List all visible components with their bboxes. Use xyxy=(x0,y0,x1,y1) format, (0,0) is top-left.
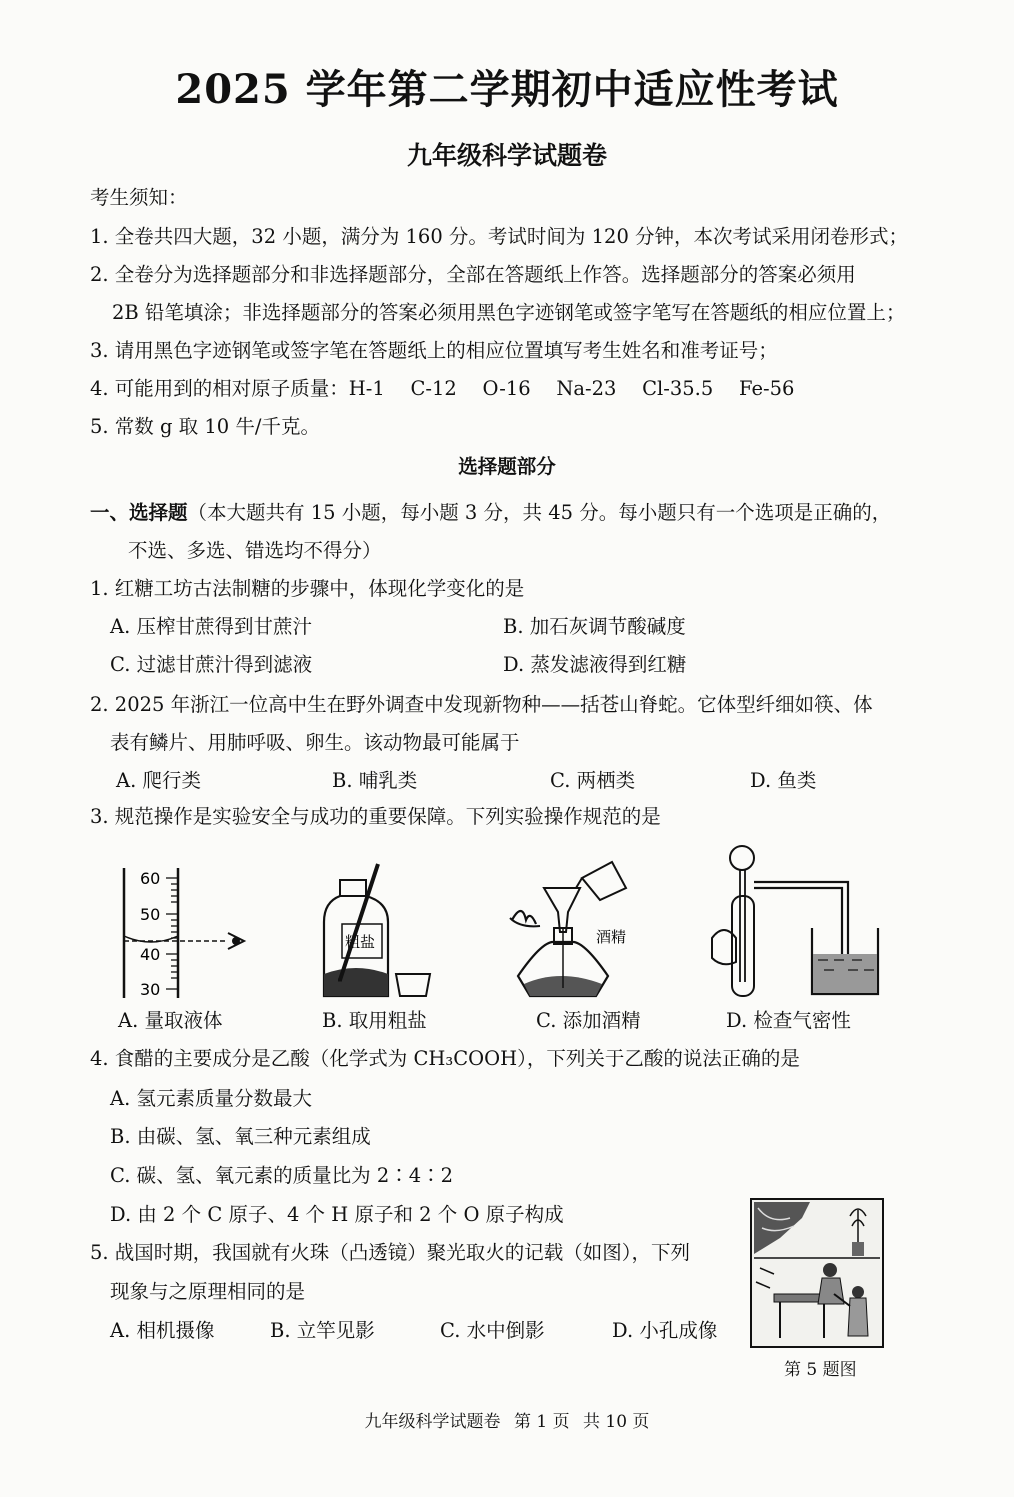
q2-stem: 2. 2025 年浙江一位高中生在野外调查中发现新物种——括苍山脊蛇。它体型纤细如筷、体 xyxy=(90,693,873,716)
cylinder-tick-label: 40 xyxy=(140,945,161,964)
q5-option-c: C. 水中倒影 xyxy=(440,1319,545,1342)
q4-stem: 4. 食醋的主要成分是乙酸（化学式为 CH₃COOH），下列关于乙酸的说法正确的是 xyxy=(90,1047,800,1070)
q5-figure-caption: 第 5 题图 xyxy=(784,1360,857,1380)
notice-heading: 考生须知： xyxy=(90,186,188,209)
q5-option-b: B. 立竿见影 xyxy=(270,1319,375,1342)
alcohol-label: 酒精 xyxy=(596,928,627,946)
page-footer xyxy=(0,1407,1014,1432)
q3-figure-c-alcohol-lamp xyxy=(500,858,660,1003)
q1-option-d: D. 蒸发滤液得到红糖 xyxy=(503,653,687,676)
q3-option-c: C. 添加酒精 xyxy=(536,1009,641,1032)
footer-total-pages: 共 10 页 xyxy=(582,1412,650,1432)
q5-option-a: A. 相机摄像 xyxy=(110,1319,215,1342)
q4-option-c: C. 碳、氢、氧元素的质量比为 2∶4∶2 xyxy=(110,1164,454,1187)
notice-item: 2B 铅笔填涂；非选择题部分的答案必须用黑色字迹钢笔或签字笔写在答题纸的相应位置上； xyxy=(112,301,906,324)
jar-label: 粗盐 xyxy=(345,933,376,951)
q3-option-d: D. 检查气密性 xyxy=(726,1009,851,1032)
q5-option-d: D. 小孔成像 xyxy=(612,1319,718,1342)
notice-item: 2. 全卷分为选择题部分和非选择题部分，全部在答题纸上作答。选择题部分的答案必须用 xyxy=(90,263,856,286)
part-heading xyxy=(90,498,891,528)
q5-figure-illustration xyxy=(750,1198,884,1348)
part-label: 一、选择题 xyxy=(90,501,188,524)
q4-option-d: D. 由 2 个 C 原子、4 个 H 原子和 2 个 O 原子构成 xyxy=(110,1203,564,1226)
q2-option-c: C. 两栖类 xyxy=(550,769,636,792)
part-desc: （本大题共有 15 小题，每小题 3 分，共 45 分。每小题只有一个选项是正确的， xyxy=(187,501,892,524)
q3-figure-b-salt-jar xyxy=(318,862,458,1002)
q1-option-c: C. 过滤甘蔗汁得到滤液 xyxy=(110,653,313,676)
q1-option-b: B. 加石灰调节酸碱度 xyxy=(503,615,686,638)
footer-page-number: 第 1 页 xyxy=(513,1412,570,1432)
q2-option-a: A. 爬行类 xyxy=(116,769,201,792)
q4-option-b: B. 由碳、氢、氧三种元素组成 xyxy=(110,1125,371,1148)
q2-option-b: B. 哺乳类 xyxy=(332,769,418,792)
notice-item: 3. 请用黑色字迹钢笔或签字笔在答题纸上的相应位置填写考生姓名和准考证号； xyxy=(90,339,778,362)
cylinder-tick-label: 60 xyxy=(140,869,161,888)
q1-stem: 1. 红糖工坊古法制糖的步骤中，体现化学变化的是 xyxy=(90,577,525,600)
notice-item: 5. 常数 g 取 10 牛/千克。 xyxy=(90,415,320,438)
q3-figure-d-airtightness xyxy=(708,842,888,1002)
q2-stem-cont: 表有鳞片、用肺呼吸、卵生。该动物最可能属于 xyxy=(110,731,520,754)
q4-option-a: A. 氢元素质量分数最大 xyxy=(110,1087,312,1110)
section-title: 选择题部分 xyxy=(458,455,556,478)
cylinder-tick-label: 30 xyxy=(140,980,161,999)
q5-stem-cont: 现象与之原理相同的是 xyxy=(110,1280,306,1303)
q3-option-b: B. 取用粗盐 xyxy=(322,1009,427,1032)
notice-item: 4. 可能用到的相对原子质量：H-1 C-12 O-16 Na-23 Cl-35.5 Fe-56 xyxy=(90,377,795,400)
cylinder-tick-label: 50 xyxy=(140,905,161,924)
q3-figure-a-cylinder xyxy=(110,858,260,1003)
q2-option-d: D. 鱼类 xyxy=(750,769,817,792)
q3-option-a: A. 量取液体 xyxy=(118,1009,223,1032)
page-title: 2025 学年第二学期初中适应性考试 xyxy=(175,66,839,113)
q1-option-a: A. 压榨甘蔗得到甘蔗汁 xyxy=(110,615,312,638)
part-desc-cont: 不选、多选、错选均不得分） xyxy=(128,539,382,562)
footer-paper-name: 九年级科学试题卷 xyxy=(364,1412,501,1432)
page-subtitle: 九年级科学试题卷 xyxy=(406,141,607,170)
q5-stem: 5. 战国时期，我国就有火珠（凸透镜）聚光取火的记载（如图），下列 xyxy=(90,1241,691,1264)
notice-item: 1. 全卷共四大题，32 小题，满分为 160 分。考试时间为 120 分钟，本次考试采用闭卷形式； xyxy=(90,225,909,248)
q3-stem: 3. 规范操作是实验安全与成功的重要保障。下列实验操作规范的是 xyxy=(90,805,661,828)
